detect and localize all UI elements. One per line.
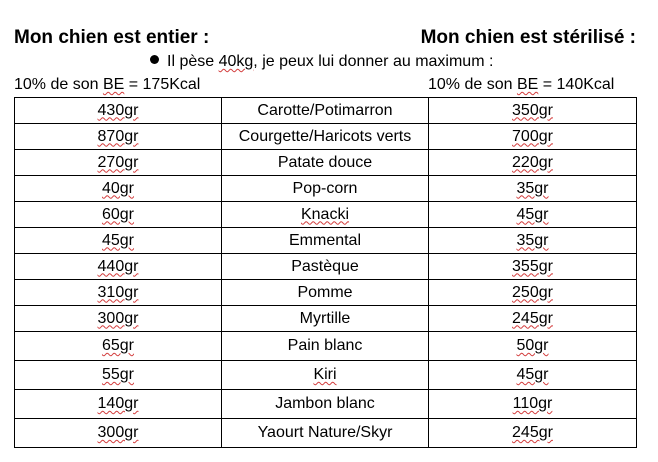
cell-sterilise-grams-cell — [429, 419, 637, 448]
table-row — [15, 332, 637, 361]
cell-food-name: Yaourt Nature/Skyr — [257, 424, 393, 441]
cell-food-name-cell — [222, 176, 429, 202]
cell-sterilise-grams: 35gr — [516, 231, 549, 249]
cell-entier-grams: 140gr — [97, 395, 139, 412]
cell-food-name: Jambon blanc — [275, 395, 375, 412]
weight-bullet-line — [150, 53, 493, 71]
cell-entier-grams: 45gr — [101, 231, 135, 249]
cell-sterilise-grams-cell — [429, 361, 637, 390]
cell-food-name-cell — [222, 124, 429, 150]
header-entier: Mon chien est entier : — [14, 27, 210, 48]
cell-entier-grams: 55gr — [101, 366, 135, 383]
table-row — [15, 254, 637, 280]
cell-sterilise-grams-cell — [429, 124, 637, 150]
cell-entier-grams: 300gr — [97, 309, 139, 327]
energy-entier-prefix: 10% de son — [14, 76, 103, 93]
cell-entier-grams-cell — [15, 98, 222, 124]
cell-food-name-cell — [222, 280, 429, 306]
energy-sterilise-prefix: 10% de son — [428, 76, 517, 93]
table-row — [15, 228, 637, 254]
cell-entier-grams-cell — [15, 176, 222, 202]
cell-sterilise-grams: 35gr — [516, 179, 549, 197]
table-row — [15, 361, 637, 390]
energy-entier-suffix: = 175Kcal — [124, 76, 201, 93]
cell-food-name-cell — [222, 419, 429, 448]
cell-sterilise-grams-cell — [429, 98, 637, 124]
cell-entier-grams-cell — [15, 150, 222, 176]
cell-entier-grams-cell — [15, 254, 222, 280]
cell-sterilise-grams: 245gr — [512, 424, 553, 441]
cell-sterilise-grams-cell — [429, 390, 637, 419]
cell-sterilise-grams-cell — [429, 254, 637, 280]
cell-food-name: Kiri — [313, 366, 337, 383]
cell-food-name-cell — [222, 390, 429, 419]
cell-food-name-cell — [222, 228, 429, 254]
cell-entier-grams: 300gr — [97, 424, 139, 441]
cell-entier-grams: 40gr — [101, 179, 135, 197]
cell-food-name-cell — [222, 361, 429, 390]
cell-food-name: Pomme — [297, 283, 353, 301]
cell-entier-grams-cell — [15, 202, 222, 228]
cell-food-name: Pop-corn — [292, 179, 358, 197]
cell-sterilise-grams: 245gr — [512, 309, 553, 327]
cell-entier-grams: 870gr — [97, 127, 139, 145]
cell-entier-grams: 430gr — [97, 101, 139, 119]
cell-entier-grams: 310gr — [97, 283, 139, 301]
cell-sterilise-grams-cell — [429, 202, 637, 228]
cell-food-name: Emmental — [288, 231, 362, 249]
cell-food-name: Carotte/Potimarron — [257, 101, 393, 119]
cell-entier-grams-cell — [15, 228, 222, 254]
cell-sterilise-grams: 350gr — [512, 101, 553, 119]
energy-sterilise-be: BE — [516, 76, 539, 93]
cell-sterilise-grams: 45gr — [516, 205, 549, 223]
cell-entier-grams-cell — [15, 390, 222, 419]
table-row — [15, 280, 637, 306]
cell-sterilise-grams-cell — [429, 176, 637, 202]
energy-sterilise — [428, 76, 614, 94]
food-quantity-table — [14, 97, 637, 448]
table-row — [15, 98, 637, 124]
cell-food-name: Patate douce — [277, 153, 373, 171]
bullet-text-after: , je peux lui donner au maximum : — [253, 53, 494, 70]
food-quantity-table-body — [15, 98, 637, 448]
cell-food-name-cell — [222, 98, 429, 124]
cell-sterilise-grams-cell — [429, 280, 637, 306]
cell-entier-grams-cell — [15, 361, 222, 390]
bullet-text-before: Il pèse — [167, 53, 219, 70]
bullet-weight: 40kg — [218, 53, 254, 70]
cell-sterilise-grams: 220gr — [512, 153, 553, 171]
cell-sterilise-grams: 110gr — [512, 395, 553, 412]
cell-food-name-cell — [222, 306, 429, 332]
cell-sterilise-grams-cell — [429, 332, 637, 361]
cell-food-name-cell — [222, 202, 429, 228]
cell-entier-grams: 65gr — [101, 337, 135, 354]
cell-entier-grams-cell — [15, 332, 222, 361]
bullet-icon — [150, 55, 159, 64]
cell-sterilise-grams: 355gr — [512, 257, 553, 275]
table-row — [15, 419, 637, 448]
table-row — [15, 176, 637, 202]
cell-entier-grams: 440gr — [97, 257, 139, 275]
cell-entier-grams-cell — [15, 124, 222, 150]
energy-entier-be: BE — [102, 76, 125, 93]
cell-entier-grams: 270gr — [97, 153, 139, 171]
cell-sterilise-grams: 45gr — [516, 366, 549, 383]
cell-food-name: Pain blanc — [287, 337, 363, 354]
cell-food-name-cell — [222, 332, 429, 361]
table-row — [15, 390, 637, 419]
cell-sterilise-grams: 700gr — [512, 127, 553, 145]
table-row — [15, 150, 637, 176]
table-row — [15, 306, 637, 332]
cell-entier-grams-cell — [15, 306, 222, 332]
cell-food-name: Pastèque — [291, 257, 359, 275]
cell-sterilise-grams: 50gr — [516, 337, 549, 354]
cell-food-name: Myrtille — [299, 309, 351, 327]
cell-sterilise-grams-cell — [429, 306, 637, 332]
cell-entier-grams-cell — [15, 280, 222, 306]
energy-sterilise-suffix: = 140Kcal — [538, 76, 615, 93]
cell-sterilise-grams-cell — [429, 150, 637, 176]
table-row — [15, 124, 637, 150]
cell-sterilise-grams: 250gr — [512, 283, 553, 301]
header-sterilise: Mon chien est stérilisé : — [420, 27, 636, 48]
cell-food-name: Knacki — [300, 205, 350, 223]
cell-entier-grams: 60gr — [101, 205, 135, 223]
energy-entier — [14, 76, 200, 94]
cell-food-name-cell — [222, 254, 429, 280]
cell-food-name: Courgette/Haricots verts — [238, 127, 412, 145]
cell-sterilise-grams-cell — [429, 228, 637, 254]
cell-food-name-cell — [222, 150, 429, 176]
table-row — [15, 202, 637, 228]
cell-entier-grams-cell — [15, 419, 222, 448]
